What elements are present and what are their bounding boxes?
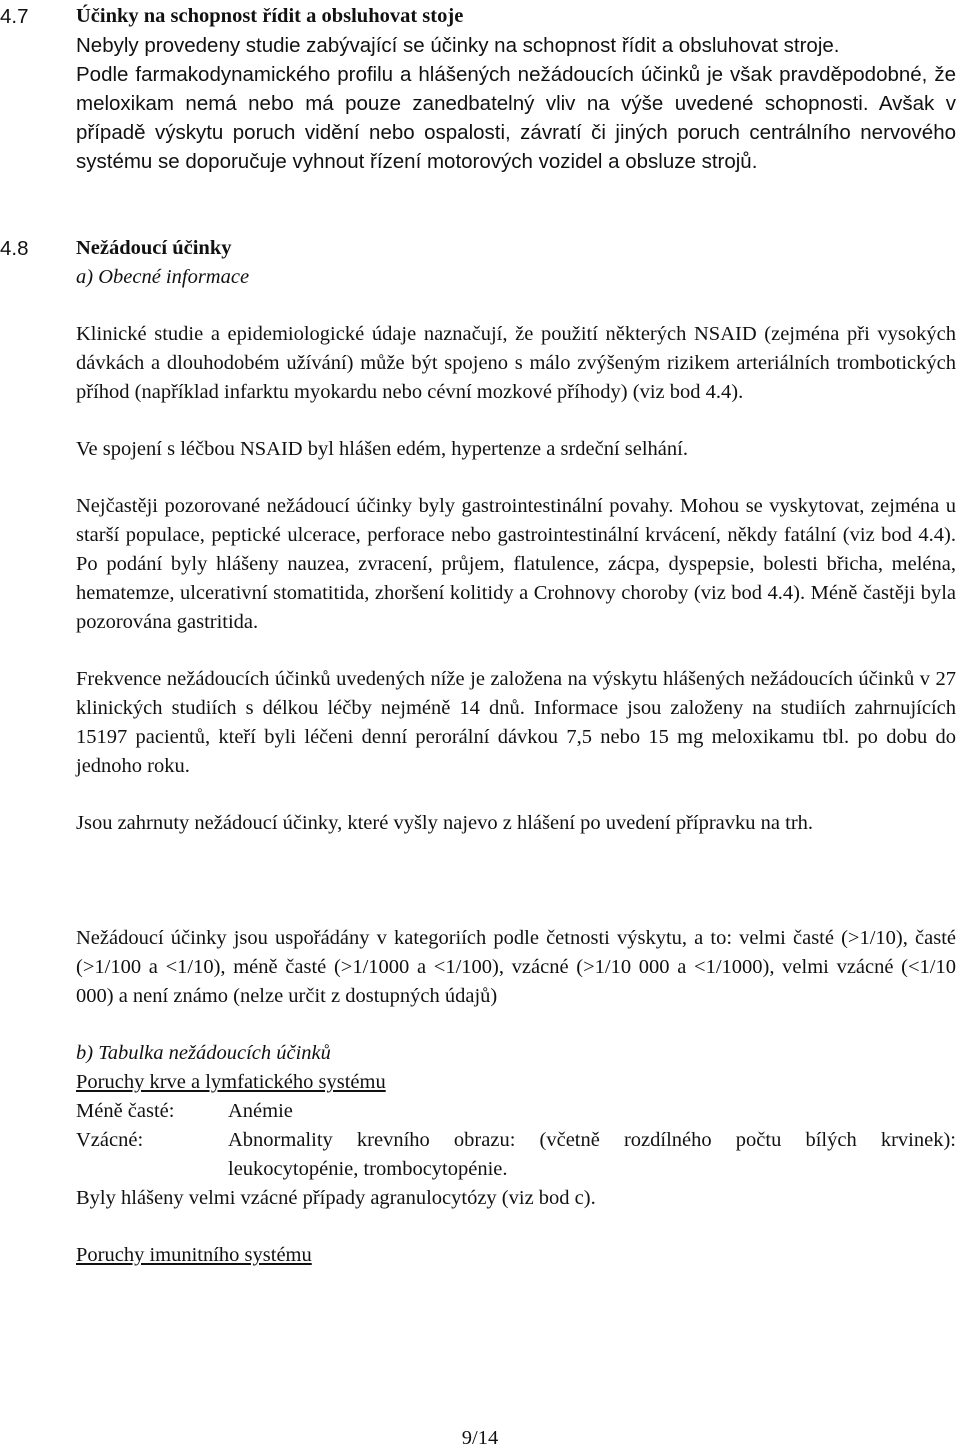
paragraph: Klinické studie a epidemiologické údaje naznačují, že použití některých NSAID (zejména při vysokých dávkách a dlouhodobém užívání) může být spojeno s málo zvýšeným rizikem arteriálních trombotických příhod (například infarktu myokardu nebo cévní mozkové příhody) (viz bod 4.4). (76, 323, 956, 403)
effect-value: Abnormality krevního obrazu: (včetně rozdílného počtu bílých krvinek): leukocytopénie, trombocytopénie. (228, 1129, 956, 1180)
subsection-title: a) Obecné informace (76, 266, 250, 288)
frequency-label: Méně časté: (76, 1100, 175, 1122)
frequency-label: Vzácné: (76, 1129, 144, 1151)
page-number: 9/14 (461, 1427, 499, 1449)
section-4-7 (76, 2, 956, 176)
paragraph: Ve spojení s léčbou NSAID byl hlášen edém, hypertenze a srdeční selhání. (76, 438, 688, 460)
paragraph: Nebyly provedeny studie zabývající se účinky na schopnost řídit a obsluhovat stroje. (76, 34, 840, 57)
subsection-title: b) Tabulka nežádoucích účinků (76, 1042, 331, 1064)
paragraph: Byly hlášeny velmi vzácné případy agranulocytózy (viz bod c). (76, 1187, 596, 1209)
section-title: Nežádoucí účinky (76, 237, 232, 259)
paragraph: Podle farmakodynamického profilu a hlášených nežádoucích účinků je však pravděpodobné, že meloxikam nemá nebo má pouze zanedbatelný vliv na výše uvedené schopnosti. Avšak v případě výskytu poruch vidění nebo ospalosti, závratí či jiných poruch centrálního nervového systému se doporučuje vyhnout řízení motorových vozidel a obsluze strojů. (76, 63, 956, 173)
section-number-4-8: 4.8 (0, 237, 29, 260)
paragraph: Nejčastěji pozorované nežádoucí účinky byly gastrointestinální povahy. Mohou se vyskytovat, zejména u starší populace, peptické ulcerace, perforace nebo gastrointestinální krvácení, někdy fatální (viz bod 4.4). Po podání byly hlášeny nauzea, zvracení, průjem, flatulence, zácpa, dyspepsie, bolesti břicha, meléna, hematemze, ulcerativní stomatitida, zhoršení kolitidy a Crohnovy choroby (viz bod 4.4). Méně častěji byla pozorována gastritida. (76, 495, 956, 633)
paragraph: Jsou zahrnuty nežádoucí účinky, které vyšly najevo z hlášení po uvedení přípravku na trh. (76, 812, 814, 834)
section-number-4-7: 4.7 (0, 5, 29, 28)
section-title: Účinky na schopnost řídit a obsluhovat stoje (76, 5, 464, 27)
table-row (76, 1097, 956, 1126)
effect-value: Anémie (228, 1100, 293, 1122)
paragraph: Frekvence nežádoucích účinků uvedených níže je založena na výskytu hlášených nežádoucích účinků v 27 klinických studiích s délkou léčby nejméně 14 dnů. Informace jsou založeny na studiích zahrnujících 15197 pacientů, kteří byli léčeni denní perorální dávkou 7,5 nebo 15 mg meloxikamu tbl. po dobu do jednoho roku. (76, 668, 956, 777)
category-heading-immune: Poruchy imunitního systému (76, 1244, 312, 1266)
paragraph: Nežádoucí účinky jsou uspořádány v kategoriích podle četnosti výskytu, a to: velmi časté (>1/10), časté (>1/100 a <1/10), méně časté (>1/1000 a <1/100), vzácné (>1/10 000 a <1/1000), velmi vzácné (<1/10 000) a není známo (nelze určit z dostupných údajů) (76, 927, 956, 1007)
table-row (76, 1126, 956, 1184)
category-heading-blood: Poruchy krve a lymfatického systému (76, 1071, 386, 1093)
section-4-8 (76, 234, 956, 1270)
